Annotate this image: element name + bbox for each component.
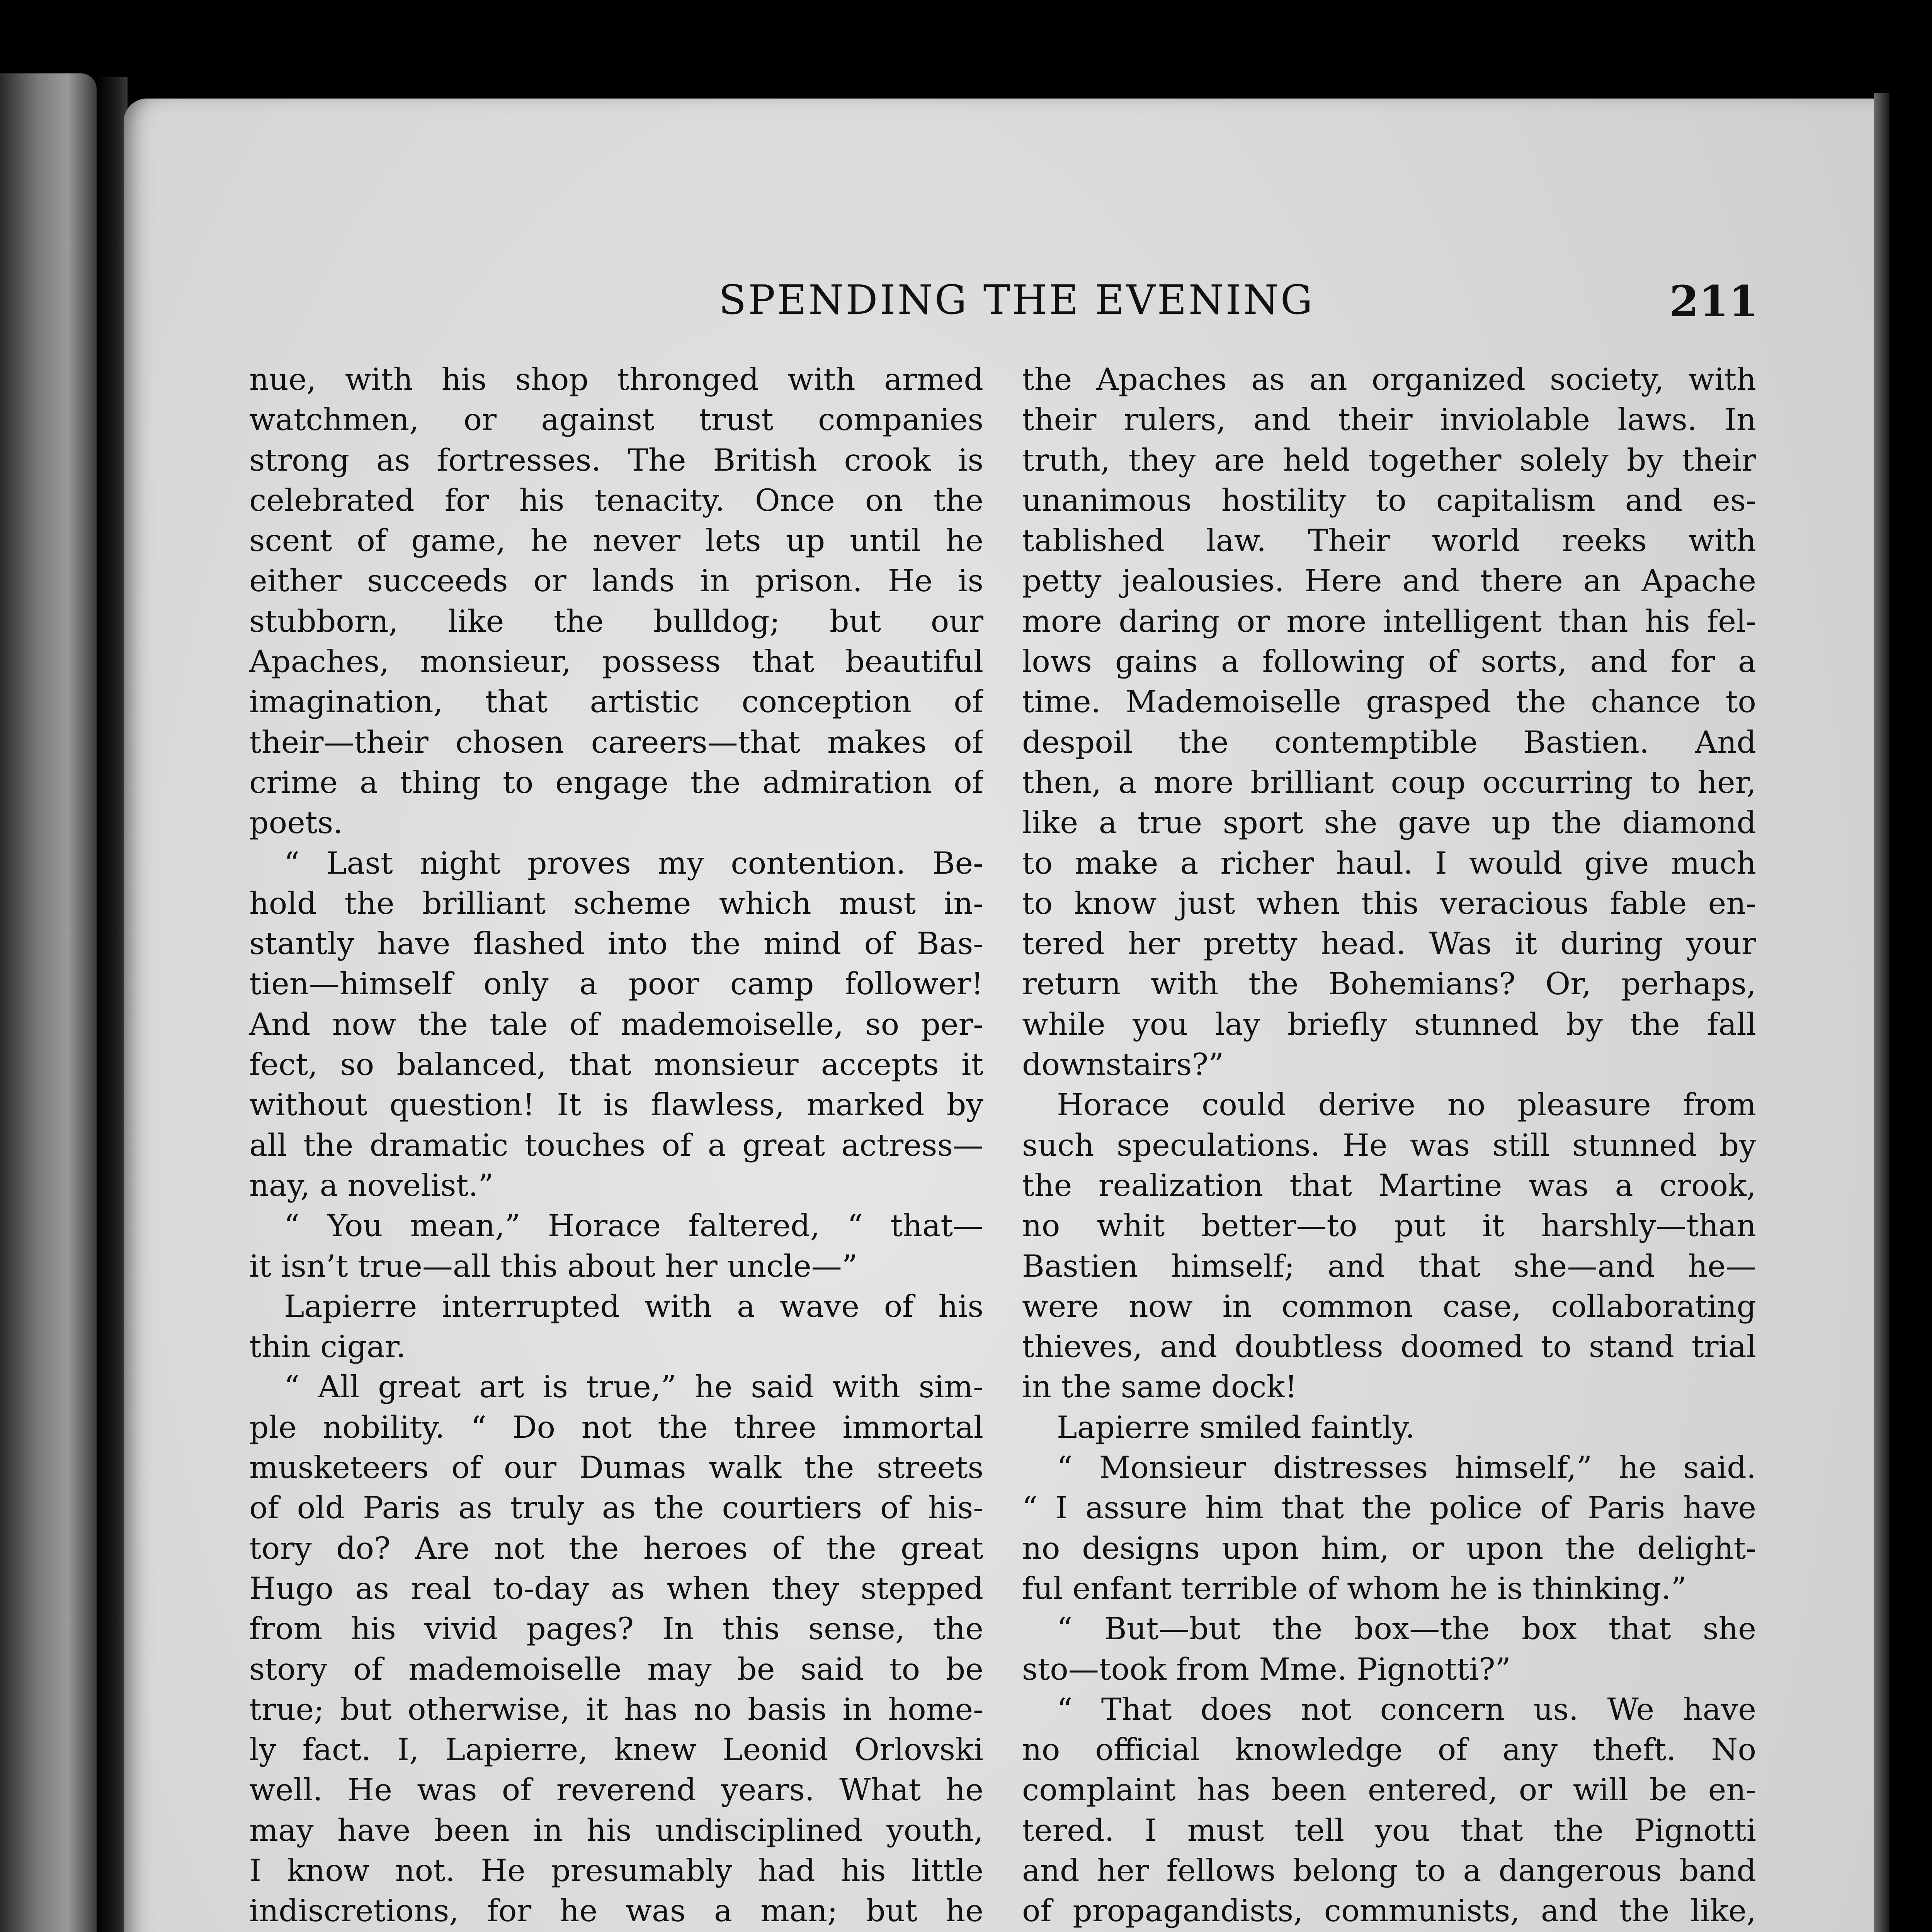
text-line: ful enfant terrible of whom he is thinking.” (1022, 1570, 1687, 1606)
text-line: petty jealousies. Here and there an Apache (1022, 563, 1756, 599)
text-line: stubborn, like the bulldog; but our (249, 603, 983, 639)
text-line: to make a richer haul. I would give much (1022, 845, 1756, 881)
text-line: Bastien himself; and that she—and he— (1022, 1248, 1756, 1284)
text-line: Apaches, monsieur, possess that beautiful (249, 644, 983, 680)
text-line: to know just when this veracious fable en- (1022, 885, 1756, 921)
text-line: strong as fortresses. The British crook is (249, 442, 983, 478)
text-line: despoil the contemptible Bastien. And (1022, 724, 1756, 760)
text-line: crime a thing to engage the admiration of (249, 764, 983, 800)
text-line: then, a more brilliant coup occurring to her, (1022, 764, 1756, 800)
text-line: complaint has been entered, or will be en- (1022, 1772, 1756, 1808)
text-line: hold the brilliant scheme which must in- (249, 885, 983, 921)
text-line: fect, so balanced, that monsieur accepts it (249, 1047, 983, 1083)
text-line: tablished law. Their world reeks with (1022, 523, 1756, 559)
text-line: their—their chosen careers—that makes of (249, 724, 983, 760)
text-line: tered her pretty head. Was it during your (1022, 926, 1756, 962)
text-line: well. He was of reverend years. What he (249, 1772, 983, 1808)
text-line: their rulers, and their inviolable laws. In (1022, 402, 1756, 438)
text-line: indiscretions, for he was a man; but he (249, 1893, 983, 1929)
text-line: tered. I must tell you that the Pignotti (1022, 1812, 1756, 1848)
text-line: no official knowledge of any theft. No (1022, 1732, 1756, 1768)
text-line: while you lay briefly stunned by the fall (1022, 1006, 1756, 1042)
facing-page-edge (0, 73, 97, 1932)
text-line: were now in common case, collaborating (1022, 1288, 1756, 1324)
text-line: sto—took from Mme. Pignotti?” (1022, 1651, 1511, 1687)
gutter-shadow (97, 77, 128, 1932)
text-line: “ Last night proves my contention. Be- (284, 845, 983, 881)
text-line: tien—himself only a poor camp follower! (249, 966, 983, 1002)
text-line: all the dramatic touches of a great actress— (249, 1127, 983, 1163)
text-line: thieves, and doubtless doomed to stand trial (1022, 1329, 1756, 1365)
text-line: downstairs?” (1022, 1047, 1224, 1083)
text-line: and her fellows belong to a dangerous band (1022, 1852, 1756, 1888)
text-line: ly fact. I, Lapierre, knew Leonid Orlovski (249, 1732, 983, 1768)
text-line: “ You mean,” Horace faltered, “ that— (284, 1208, 983, 1244)
text-line: story of mademoiselle may be said to be (249, 1651, 983, 1687)
text-line: in the same dock! (1022, 1369, 1298, 1405)
text-line: it isn’t true—all this about her uncle—” (249, 1248, 858, 1284)
text-line: thin cigar. (249, 1329, 406, 1365)
text-line: may have been in his undisciplined youth, (249, 1812, 983, 1848)
text-line: imagination, that artistic conception of (249, 684, 983, 720)
text-line: true; but otherwise, it has no basis in home- (249, 1691, 983, 1727)
text-line: truth, they are held together solely by their (1022, 442, 1756, 478)
text-line: of old Paris as truly as the courtiers of his- (249, 1490, 983, 1526)
text-line: time. Mademoiselle grasped the chance to (1022, 684, 1756, 720)
text-line: nay, a novelist.” (249, 1167, 494, 1203)
text-line: I know not. He presumably had his little (249, 1852, 983, 1888)
text-line: no whit better—to put it harshly—than (1022, 1208, 1756, 1244)
text-line: ple nobility. “ Do not the three immortal (249, 1409, 983, 1445)
text-line: of propagandists, communists, and the like, (1022, 1893, 1756, 1929)
text-line: Horace could derive no pleasure from (1057, 1087, 1756, 1123)
text-line: “ I assure him that the police of Paris have (1022, 1490, 1756, 1526)
text-line: lows gains a following of sorts, and for a (1022, 644, 1756, 680)
text-line: poets. (249, 805, 343, 841)
text-line: “ All great art is true,” he said with sim- (284, 1369, 983, 1405)
text-line: such speculations. He was still stunned by (1022, 1127, 1756, 1163)
text-line: the realization that Martine was a crook, (1022, 1167, 1756, 1203)
text-line: “ Monsieur distresses himself,” he said. (1057, 1450, 1756, 1486)
text-line: the Apaches as an organized society, with (1022, 362, 1756, 397)
text-column-right (1022, 359, 1756, 1932)
page-right-edge (1874, 93, 1889, 1932)
page-header (247, 276, 1758, 330)
text-line: no designs upon him, or upon the delight- (1022, 1530, 1756, 1566)
text-line: “ But—but the box—the box that she (1057, 1611, 1756, 1647)
text-line: Hugo as real to-day as when they stepped (249, 1570, 983, 1606)
text-line: stantly have flashed into the mind of Bas- (249, 926, 983, 962)
text-line: either succeeds or lands in prison. He is (249, 563, 983, 599)
text-line: musketeers of our Dumas walk the streets (249, 1450, 983, 1486)
text-column-left (249, 359, 983, 1932)
text-line: return with the Bohemians? Or, perhaps, (1022, 966, 1756, 1002)
text-line: watchmen, or against trust companies (249, 402, 983, 438)
text-line: tory do? Are not the heroes of the great (249, 1530, 983, 1566)
running-head: SPENDING THE EVENING (719, 276, 1315, 323)
text-line: unanimous hostility to capitalism and es- (1022, 482, 1756, 518)
text-line: celebrated for his tenacity. Once on the (249, 482, 983, 518)
page-number: 211 (1669, 276, 1758, 326)
text-line: more daring or more intelligent than his fel- (1022, 603, 1756, 639)
text-line: nue, with his shop thronged with armed (249, 362, 983, 397)
text-line: from his vivid pages? In this sense, the (249, 1611, 983, 1647)
text-line: Lapierre smiled faintly. (1057, 1409, 1415, 1445)
text-line: like a true sport she gave up the diamond (1022, 805, 1756, 841)
text-line: without question! It is flawless, marked by (249, 1087, 983, 1123)
text-line: scent of game, he never lets up until he (249, 523, 983, 559)
text-line: Lapierre interrupted with a wave of his (284, 1288, 983, 1324)
text-line: And now the tale of mademoiselle, so per- (249, 1006, 983, 1042)
text-line: “ That does not concern us. We have (1057, 1691, 1756, 1727)
